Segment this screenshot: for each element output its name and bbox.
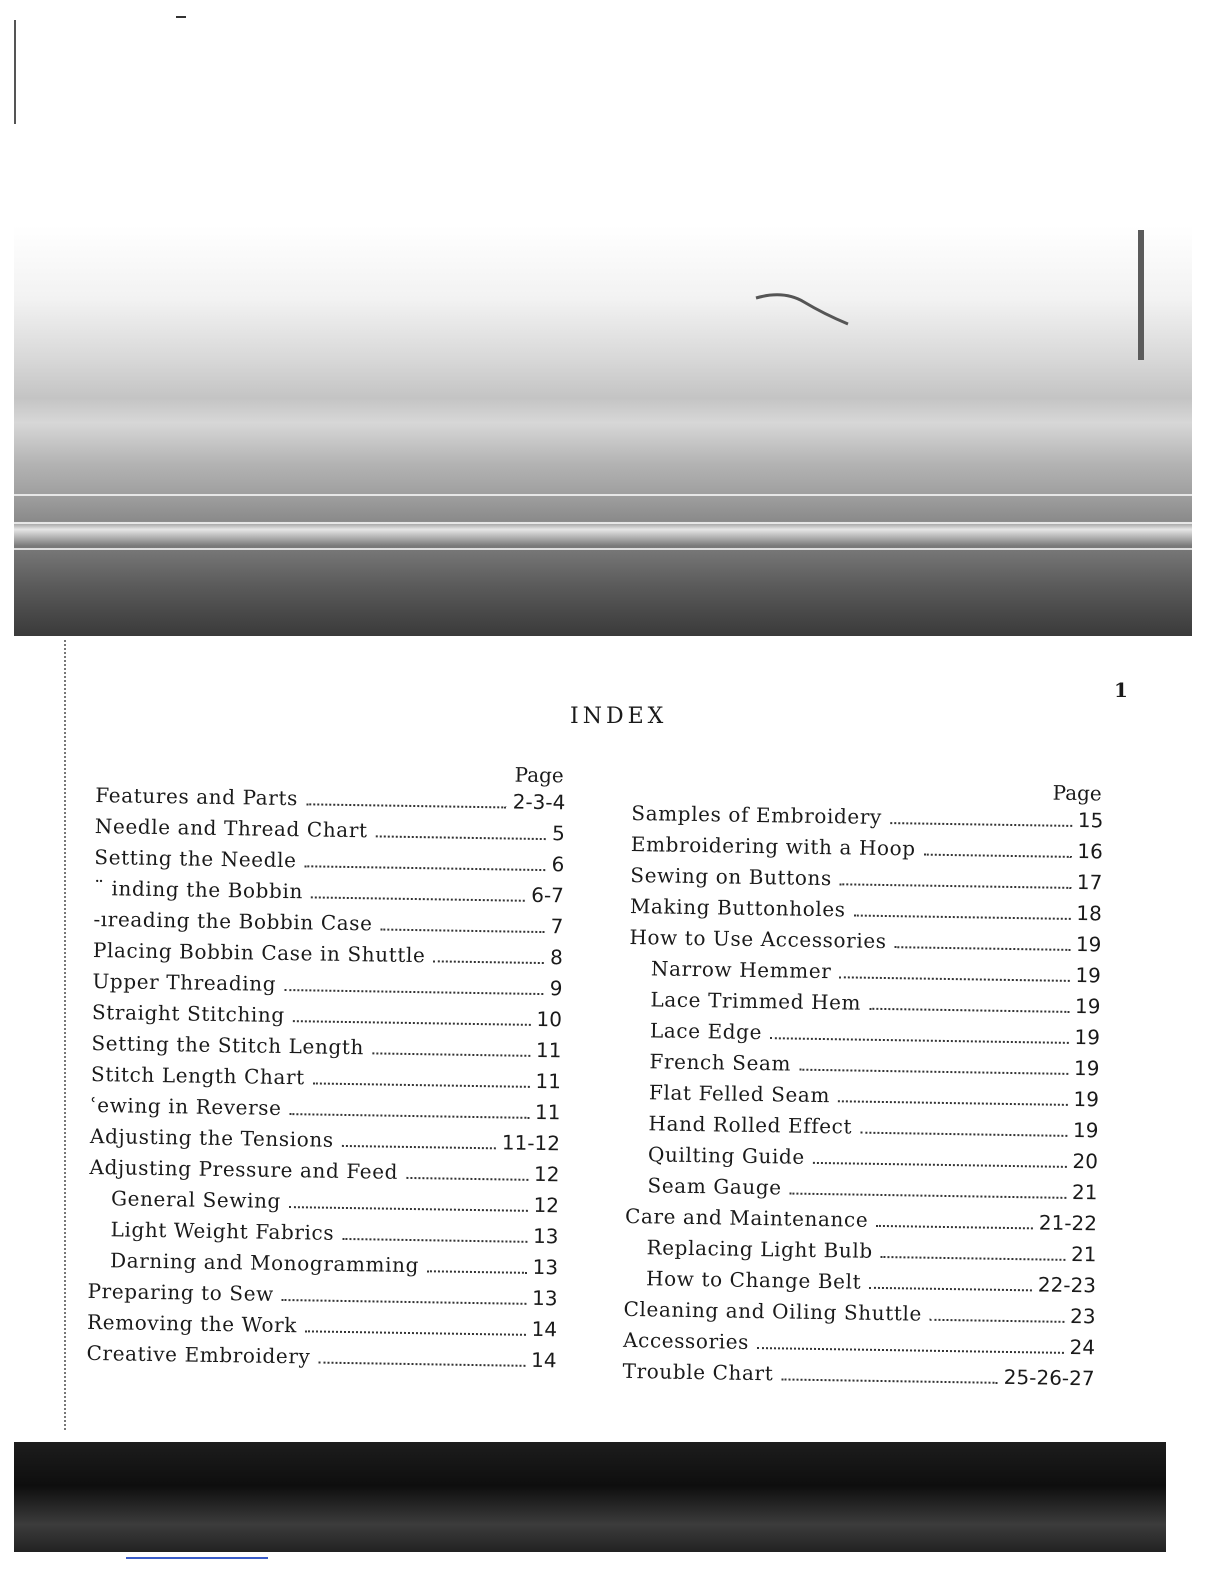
index-entry-label: French Seam	[649, 1049, 792, 1076]
dot-leader	[293, 1020, 531, 1026]
index-entry-page: 19	[1073, 1086, 1100, 1112]
page-column-header: Page	[514, 762, 564, 788]
index-entry-label: Embroidering with a Hoop	[630, 831, 916, 861]
index-entry-page: 12	[533, 1161, 560, 1187]
index-entry-page: 19	[1074, 1024, 1101, 1050]
index-entry-page: 10	[536, 1006, 563, 1032]
index-entry-label: Care and Maintenance	[624, 1203, 869, 1232]
binding-holes	[64, 640, 66, 1430]
index-entry-label: How to Change Belt	[645, 1266, 862, 1294]
index-column-right	[622, 774, 1104, 1394]
index-entry-label: Making Buttonholes	[629, 893, 846, 922]
dot-leader	[282, 1299, 526, 1305]
index-entry-page: 18	[1076, 900, 1103, 926]
dot-leader	[757, 1347, 1064, 1354]
index-entry-page: 19	[1072, 1117, 1099, 1143]
page-number: 1	[1114, 678, 1128, 702]
index-entry-page: 6-7	[531, 882, 565, 908]
index-entry	[86, 1338, 556, 1376]
index-entry-label: Cleaning and Oiling Shuttle	[623, 1296, 923, 1326]
dot-leader	[839, 976, 1069, 982]
index-entry-label: Placing Bobbin Case in Shuttle	[92, 937, 426, 968]
dot-leader	[380, 928, 544, 933]
dot-leader	[790, 1193, 1066, 1199]
index-entry-label: Trouble Chart	[622, 1358, 774, 1386]
index-title: INDEX	[570, 704, 668, 729]
squiggle-mark	[754, 290, 854, 330]
index-entry-label: Straight Stitching	[91, 999, 285, 1027]
index-entry-label: Setting the Stitch Length	[91, 1030, 365, 1060]
dot-leader	[799, 1069, 1068, 1075]
index-entry-label: Setting the Needle	[94, 844, 297, 873]
index-entry-label: Lace Edge	[649, 1018, 763, 1045]
index-entry	[622, 1356, 1094, 1394]
dot-leader	[876, 1225, 1033, 1229]
index-entry-label: Hand Rolled Effect	[648, 1111, 853, 1139]
dot-leader	[869, 1008, 1069, 1013]
index-entry-label: Accessories	[622, 1327, 750, 1354]
index-entry-page: 2-3-4	[512, 789, 566, 815]
scan-mark	[176, 16, 186, 18]
index-entry-label: Adjusting the Tensions	[89, 1123, 334, 1152]
index-entry-label: Lace Trimmed Hem	[650, 987, 862, 1015]
index-entry-page: 19	[1073, 1055, 1100, 1081]
dot-leader	[854, 914, 1071, 919]
index-entry-page: 14	[531, 1316, 558, 1342]
index-entry-label: Light Weight Fabrics	[110, 1217, 335, 1245]
index-entry-page: 7	[550, 914, 564, 939]
index-entry-label: Upper Threading	[92, 968, 277, 996]
dot-leader	[427, 1270, 527, 1274]
index-entry-page: 21	[1070, 1241, 1097, 1267]
scanned-bottom-band	[14, 1442, 1166, 1552]
dot-leader	[306, 803, 507, 808]
index-entry-label: Replacing Light Bulb	[646, 1235, 873, 1263]
dot-leader	[376, 835, 547, 840]
index-entry-label: Stitch Length Chart	[90, 1061, 305, 1090]
index-entry-page: 8	[549, 945, 564, 970]
index-entry-page: 11	[535, 1068, 562, 1094]
index-entry-page: 11	[535, 1037, 562, 1063]
dot-leader	[813, 1162, 1067, 1168]
index-entry-label: ʿewing in Reverse	[90, 1092, 282, 1120]
index-entry-page: 6	[551, 852, 565, 877]
index-entry-label: Features and Parts	[95, 782, 299, 811]
dark-post	[1138, 230, 1144, 360]
dot-leader	[838, 1100, 1068, 1106]
index-entry-label: Darning and Monogramming	[109, 1248, 420, 1278]
dot-leader	[342, 1145, 496, 1149]
index-entry-label: General Sewing	[110, 1186, 282, 1213]
index-entry-page: 19	[1074, 993, 1101, 1019]
dot-leader	[890, 822, 1072, 827]
index-entry-page: 12	[533, 1192, 560, 1218]
index-entry-page: 24	[1069, 1334, 1096, 1360]
dot-leader	[289, 1206, 528, 1212]
index-entry-page: 20	[1072, 1148, 1099, 1174]
dot-leader	[433, 960, 544, 964]
index-entry-label: ¨ inding the Bobbin	[93, 875, 304, 904]
page-column-header: Page	[1052, 780, 1102, 806]
index-entry-label: Seam Gauge	[647, 1173, 782, 1200]
index-entry-label: Quilting Guide	[647, 1142, 806, 1169]
dot-leader	[895, 946, 1070, 951]
dot-leader	[881, 1256, 1065, 1261]
index-entry-label: Needle and Thread Chart	[94, 813, 368, 843]
dot-leader	[781, 1378, 997, 1383]
scan-edge-line	[14, 20, 16, 124]
index-entry-page: 14	[530, 1347, 557, 1373]
dot-leader	[311, 896, 525, 901]
index-entry-label: Preparing to Sew	[87, 1278, 275, 1306]
index-entry-page: 16	[1077, 839, 1104, 864]
dot-leader	[840, 883, 1071, 889]
index-entry-label: Adjusting Pressure and Feed	[89, 1154, 399, 1184]
index-entry-page: 17	[1076, 870, 1103, 895]
index-entry-page: 21-22	[1038, 1210, 1098, 1236]
index-entry-page: 19	[1075, 962, 1102, 988]
index-entry-page: 15	[1077, 808, 1104, 833]
dot-leader	[869, 1287, 1032, 1292]
index-entry-label: Removing the Work	[86, 1309, 298, 1338]
dot-leader	[770, 1037, 1068, 1044]
index-entry-page: 22-23	[1037, 1272, 1097, 1298]
index-entry-label: Samples of Embroidery	[631, 800, 883, 829]
index-entry-page: 11-12	[501, 1130, 561, 1156]
dot-leader	[284, 989, 544, 995]
index-entry-page: 11	[534, 1099, 561, 1125]
dot-leader	[930, 1319, 1064, 1323]
dot-leader	[305, 1330, 526, 1335]
index-entry-label: Creative Embroidery	[86, 1340, 311, 1369]
index-entry-page: 13	[532, 1254, 559, 1280]
index-entry-page: 25-26-27	[1003, 1364, 1095, 1391]
dot-leader	[342, 1238, 527, 1243]
index-list-right	[622, 798, 1103, 1394]
index-entry-page: 13	[532, 1223, 559, 1249]
index-entry-page: 23	[1069, 1303, 1096, 1329]
dot-leader	[289, 1113, 528, 1119]
index-entry-page: 21	[1071, 1179, 1098, 1205]
dot-leader	[406, 1177, 528, 1181]
index-entry-label: Sewing on Buttons	[630, 862, 832, 891]
dot-leader	[924, 854, 1072, 858]
index-list-left	[86, 780, 565, 1376]
dot-leader	[318, 1362, 525, 1367]
index-entry-page: 9	[549, 976, 563, 1001]
dot-leader	[372, 1052, 530, 1056]
index-entry-label: Narrow Hemmer	[650, 956, 832, 984]
index-entry-label: How to Use Accessories	[629, 924, 887, 954]
index-entry-page: 19	[1075, 931, 1102, 957]
index-column-left	[86, 756, 566, 1376]
index-entry-page: 13	[531, 1285, 558, 1311]
index-entry-label: Flat Felled Seam	[648, 1080, 831, 1108]
blue-rule	[126, 1557, 268, 1559]
scanned-photo-band	[14, 226, 1192, 636]
index-entry-page: 5	[551, 821, 566, 846]
dot-leader	[860, 1132, 1067, 1137]
index-entry-label: ‐ıreading the Bobbin Case	[93, 906, 373, 936]
dot-leader	[304, 865, 545, 871]
dot-leader	[313, 1082, 530, 1087]
